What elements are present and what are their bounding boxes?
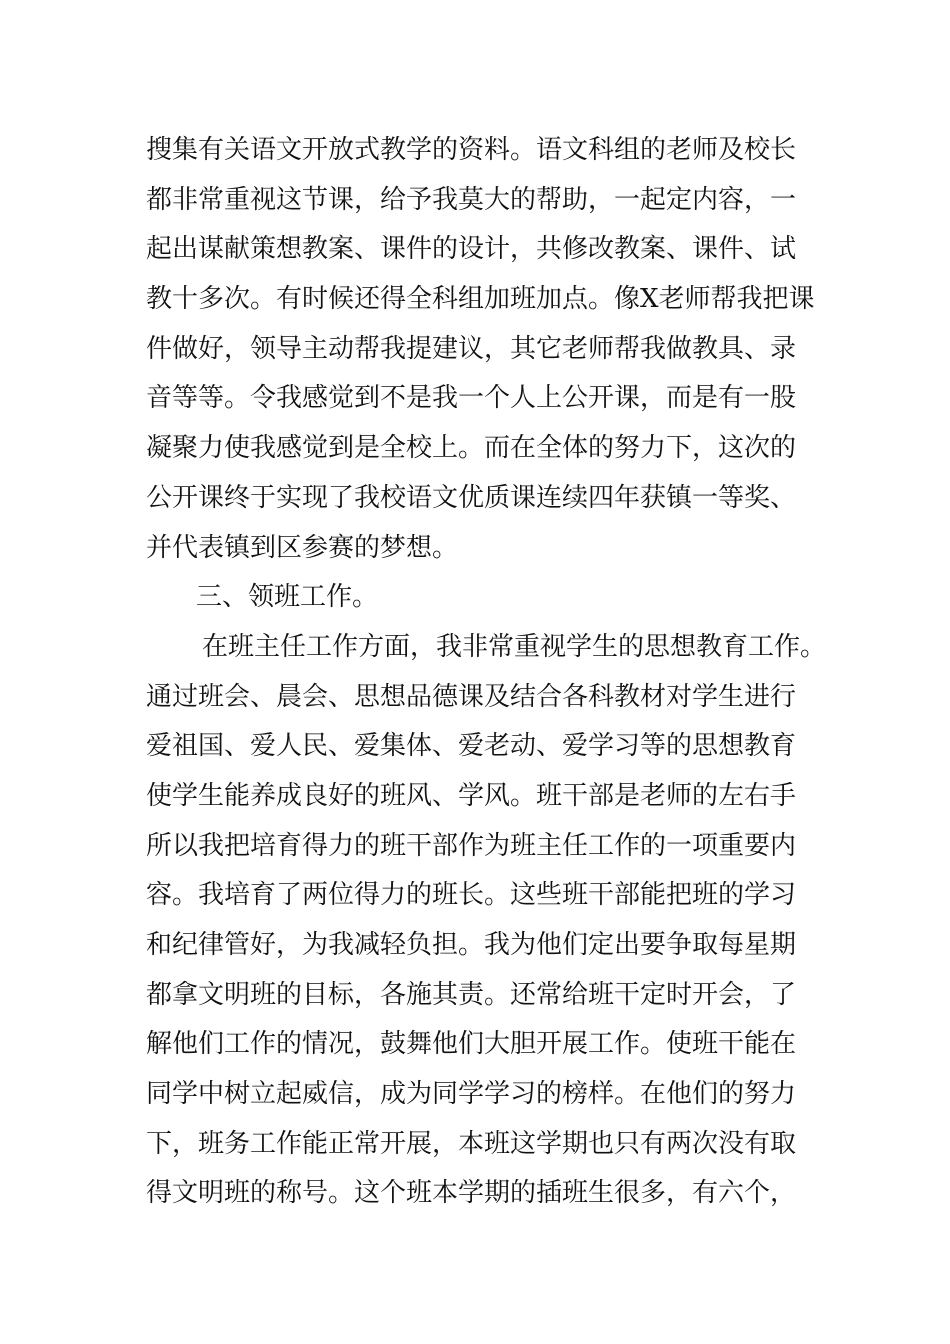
text-line: 使学生能养成良好的班风、学风。班干部是老师的左右手: [146, 780, 797, 811]
text-line: 件做好，领导主动帮我提建议，其它老师帮我做教具、录: [146, 333, 797, 364]
text-line: 解他们工作的情况，鼓舞他们大胆开展工作。使班干能在: [146, 1029, 797, 1060]
paragraph-first-line: 在班主任工作方面，我非常重视学生的思想教育工作。: [202, 631, 827, 662]
text-line: 起出谋献策想教案、课件的设计，共修改教案、课件、试: [146, 234, 797, 265]
text-line: 都拿文明班的目标，各施其责。还常给班干定时开会，了: [146, 979, 797, 1010]
text-line: 所以我把培育得力的班干部作为班主任工作的一项重要内: [146, 830, 797, 861]
text-line: 都非常重视这节课，给予我莫大的帮助，一起定内容，一: [146, 184, 797, 215]
text-line: 同学中树立起威信，成为同学学习的榜样。在他们的努力: [146, 1079, 797, 1110]
text-line: 教十多次。有时候还得全科组加班加点。像X老师帮我把课: [146, 284, 815, 315]
text-line: 和纪律管好，为我减轻负担。我为他们定出要争取每星期: [146, 930, 797, 960]
text-line: 并代表镇到区参赛的梦想。: [146, 532, 459, 563]
text-line: 爱祖国、爱人民、爱集体、爱老动、爱学习等的思想教育: [146, 731, 797, 762]
text-line: 搜集有关语文开放式教学的资料。语文科组的老师及校长: [146, 135, 797, 165]
text-line: 音等等。令我感觉到不是我一个人上公开课，而是有一股: [146, 383, 797, 414]
section-heading: 三、领班工作。: [196, 582, 379, 613]
text-line: 得文明班的称号。这个班本学期的插班生很多，有六个，: [146, 1178, 797, 1209]
text-line: 下，班务工作能正常开展，本班这学期也只有两次没有取: [146, 1128, 797, 1159]
document-body: [146, 126, 846, 1219]
text-line: 通过班会、晨会、思想品德课及结合各科教材对学生进行: [146, 681, 797, 712]
text-line: 容。我培育了两位得力的班长。这些班干部能把班的学习: [146, 880, 797, 911]
text-line: 公开课终于实现了我校语文优质课连续四年获镇一等奖、: [146, 482, 797, 513]
text-line: 凝聚力使我感觉到是全校上。而在全体的努力下，这次的: [146, 433, 797, 464]
